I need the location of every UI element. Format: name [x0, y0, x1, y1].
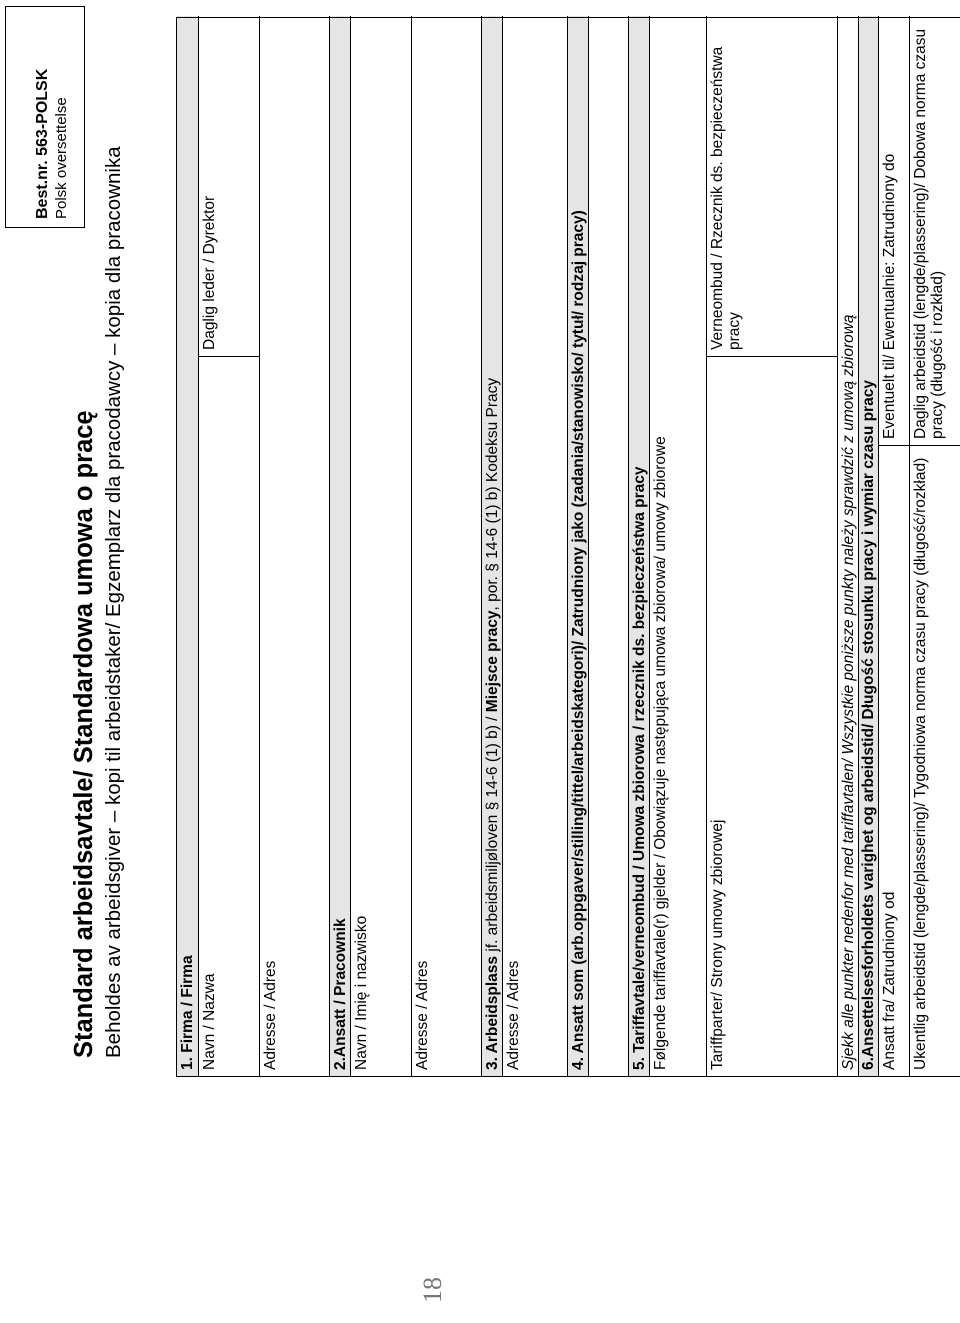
section-3-heading-part-1: 3. Arbeidsplass [484, 955, 501, 1070]
section-3-heading-part-2: jf. arbeidsmiljøloven § 14-6 (1) b) / [484, 712, 501, 956]
section-4-heading: 4. Ansatt som (arb.oppgaver/stilling/tittel/arbeidskategori)/ Zatrudniony jako (zadania/stanowisko/ tytuł/ rodzaj pracy) [567, 16, 589, 1076]
form-right-border [177, 17, 960, 18]
collective-agreement-label: Følgende tariffavtale(r) gjelder / Obowiązuje następująca umowa zbiorowa/ umowy zbiorowe [652, 436, 669, 1070]
order-number-box [5, 6, 85, 228]
company-address-field[interactable] [260, 16, 329, 1076]
employed-from-label: Ansatt fra/ Zatrudniony od [881, 891, 898, 1070]
safety-representative-label: Verneombud / Rzecznik ds. bezpieczeństwa pracy [709, 46, 743, 350]
daily-hours-field[interactable] [910, 16, 960, 445]
employee-name-field[interactable] [351, 16, 411, 1076]
workplace-address-field[interactable] [503, 16, 567, 1076]
section-3-heading-part-3: Miejsce pracy [484, 610, 501, 713]
section-3-heading [481, 16, 503, 1076]
section-1-heading: 1. Firma / Firma [177, 16, 199, 1076]
page-title: Standard arbeidsavtale/ Standardowa umowa o pracę [70, 410, 98, 1058]
agreement-parties-label: Tariffparter/ Strony umowy zbiorowej [709, 819, 726, 1070]
company-name-label: Navn / Nazwa [201, 973, 218, 1070]
employee-name-label: Navn / Imię i nazwisko [353, 915, 370, 1070]
divider [199, 356, 259, 357]
section-5-heading: 5. Tariffavtale/verneombud / Umowa zbiorowa / rzecznik ds. bezpieczeństwa pracy [628, 16, 650, 1076]
section-3-heading-part-4: , por. § 14-6 (1) b) Kodeksu Pracy [484, 377, 501, 611]
employed-from-field[interactable] [879, 446, 909, 1076]
order-code: Best.nr. 563-POLSK [34, 68, 51, 219]
weekly-hours-label: Ukentlig arbeidstid (lengde/plassering)/ Tygodniowa norma czasu pracy (długość/rozkład) [912, 457, 929, 1070]
section-6-heading: 6.Ansettelsesforholdets varighet og arbeidstid/ Długość stosunku pracy i wymiar czasu pracy [859, 16, 879, 1076]
section-2-heading: 2.Ansatt / Pracownik [329, 16, 351, 1076]
company-manager-label: Daglig leder / Dyrektor [201, 195, 218, 350]
daily-hours-label: Daglig arbeidstid (lengde/plassering)/ Dobowa norma czasu pracy (długość i rozkład) [912, 28, 946, 439]
job-title-field[interactable] [589, 16, 628, 1076]
collective-agreement-field[interactable] [650, 16, 706, 1076]
employed-until-label: Eventuelt til/ Ewentualnie: Zatrudniony do [881, 153, 898, 439]
employment-contract-form [176, 17, 960, 1077]
order-note: Polsk oversettelse [53, 97, 70, 219]
weekly-hours-field[interactable] [910, 446, 960, 1076]
agreement-parties-field[interactable] [707, 357, 837, 1076]
workplace-address-label: Adresse / Adres [505, 960, 522, 1070]
employee-address-label: Adresse / Adres [414, 960, 431, 1070]
agreement-check-note: Sjekk alle punkter nedenfor med tariffavtalen/ Wszystkie poniższe punkty należy sprawdzić z umową zbiorową [837, 16, 859, 1076]
employed-until-field[interactable] [879, 16, 909, 445]
page-number: 18 [418, 1277, 447, 1303]
page-subtitle: Beholdes av arbeidsgiver – kopi til arbeidstaker/ Egzemplarz dla pracodawcy – kopia dla pracownika [102, 146, 125, 1058]
company-name-field[interactable] [199, 357, 259, 1076]
company-address-label: Adresse / Adres [262, 960, 279, 1070]
divider [707, 356, 837, 357]
safety-representative-field[interactable] [707, 16, 837, 356]
company-manager-field[interactable] [199, 16, 259, 356]
employee-address-field[interactable] [412, 16, 481, 1076]
